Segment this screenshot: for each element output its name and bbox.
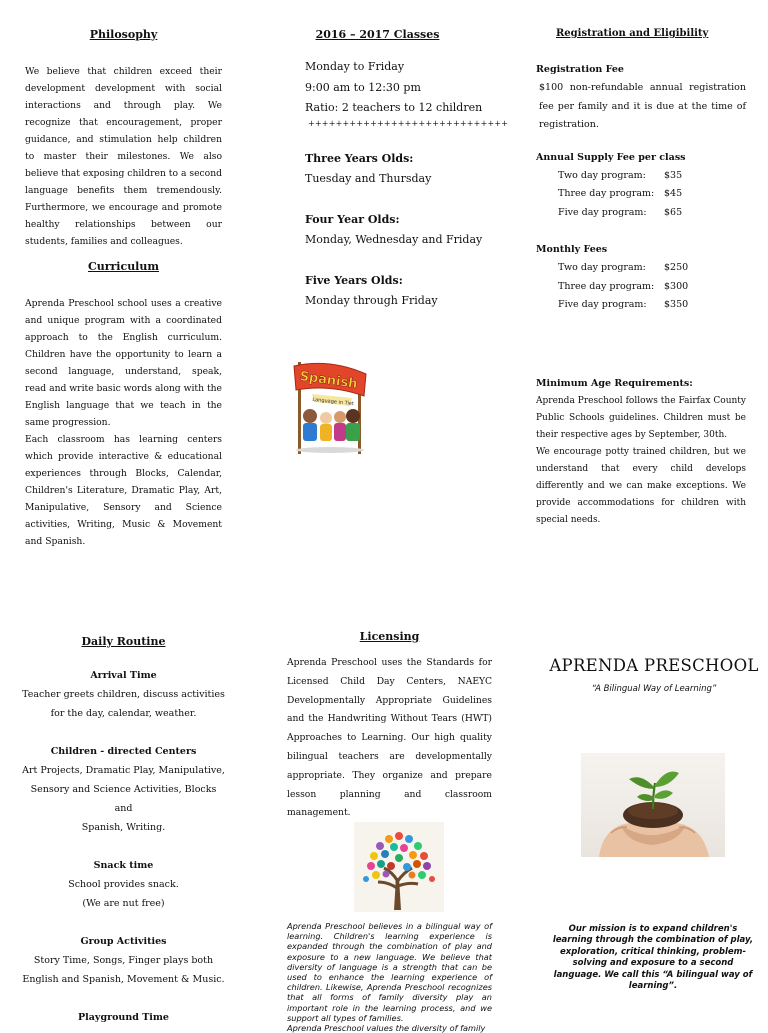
classes-title: 2016 – 2017 Classes — [315, 28, 440, 41]
daily-block — [22, 856, 225, 913]
daily-section — [22, 635, 225, 1027]
licensing-italic-text: Aprenda Preschool believes in a bilingual way of learning. Children's learning experience is expanded through the combination of play and exposure to a new language. We believe that diversity of language is a strength that can be used to enhance the learning experience of children. Likewise, Aprenda Preschool recognizes that all forms of family diversity play an important role in the learning process, and we support all types of families. — [287, 921, 492, 1023]
reg-fee-text: $100 non-refundable annual registration fee per family and it is due at the time of registration. — [539, 82, 746, 130]
philosophy-title: Philosophy — [89, 28, 158, 41]
tagline: “A Bilingual Way of Learning” — [591, 684, 717, 694]
daily-head: Arrival Time — [90, 670, 157, 681]
daily-title: Daily Routine — [81, 635, 166, 648]
daily-line: English and Spanish, Movement & Music. — [22, 974, 225, 985]
fee-row — [536, 278, 746, 297]
fee-label: Five day program: — [558, 207, 647, 219]
curriculum-p1: Aprenda Preschool school uses a creative and unique program with a coordinated approach to the English curriculum. Children have the opportunity to learn a second language, understand, speak, read and write basic words along with the English language that we teach in the same progression. — [25, 298, 222, 428]
fee-row — [536, 259, 746, 278]
monthly-title: Monthly Fees — [536, 243, 608, 255]
registration-title: Registration and Eligibility — [556, 28, 709, 39]
daily-line: (We are nut free) — [82, 898, 165, 909]
classes-section — [305, 28, 509, 312]
fee-price: $35 — [664, 169, 683, 181]
group-name: Three Years Olds: — [305, 151, 414, 165]
fee-price: $300 — [664, 280, 689, 292]
supply-title: Annual Supply Fee per class — [536, 151, 686, 163]
daily-block — [22, 932, 225, 989]
fee-price: $45 — [664, 188, 683, 200]
licensing-title: Licensing — [359, 630, 420, 643]
age-title: Minimum Age Requirements: — [536, 378, 693, 390]
age-p2: We encourage potty trained children, but we understand that every child develops differently and we can make exceptions. We provide accommodations for children with special needs. — [536, 447, 746, 526]
reg-fee-title: Registration Fee — [536, 64, 624, 75]
diversity-tree-illustration — [354, 822, 444, 912]
group-days: Monday, Wednesday and Friday — [305, 233, 483, 246]
fee-row — [536, 296, 746, 315]
philosophy-section — [25, 28, 222, 250]
tree-image — [354, 822, 444, 912]
licensing-italic-text-2: Aprenda Preschool values the diversity of family — [287, 1023, 486, 1033]
fee-row — [536, 167, 746, 186]
daily-line: Art Projects, Dramatic Play, Manipulative, — [22, 765, 225, 776]
curriculum-section — [25, 260, 222, 550]
spanish-logo — [290, 360, 370, 455]
classes-divider: +++++++++++++++++++++++++++++ — [308, 118, 509, 128]
fee-price: $65 — [664, 207, 683, 219]
sprout-photo — [581, 753, 725, 857]
fee-price: $250 — [664, 261, 689, 273]
licensing-section — [287, 630, 492, 823]
fee-label: Three day program: — [558, 188, 655, 200]
fee-row — [536, 185, 746, 204]
spanish-kids-illustration — [290, 360, 370, 455]
hands-holding-sprout-image — [581, 753, 725, 857]
fee-label: Three day program: — [558, 280, 655, 292]
daily-line: Story Time, Songs, Finger plays both — [33, 955, 214, 966]
mission-block — [548, 924, 758, 992]
philosophy-text: We believe that children exceed their development development with social interactions and through play. We recognize that encouragement, proper guidance, and stimulation help children to master their milestones. We also believe that exposing children to a second language benefits them tremendously. Furthermore, we encourage and promote healthy relationships between our students, families and colleagues. — [25, 66, 222, 247]
daily-head: Playground Time — [78, 1012, 169, 1023]
curriculum-p2: Each classroom has learning centers which provide interactive & educational experiences through Blocks, Calendar, Children's Literature, Dramatic Play, Art, Manipulative, Sensory and Science activities, Writing, Music & Movement and Spanish. — [25, 434, 222, 547]
school-name: APRENDA PRESCHOOL — [549, 656, 759, 675]
classes-ratio: Ratio: 2 teachers to 12 children — [305, 101, 483, 114]
daily-block — [22, 666, 225, 723]
classes-hours: 9:00 am to 12:30 pm — [305, 80, 421, 94]
logo-word: Spanish — [298, 369, 359, 393]
daily-head: Group Activities — [80, 936, 167, 947]
cover-section — [540, 656, 768, 694]
group-name: Five Years Olds: — [305, 273, 403, 287]
daily-line: Spanish, Writing. — [81, 822, 166, 833]
daily-head: Children - directed Centers — [50, 746, 197, 757]
fee-row — [536, 204, 746, 223]
licensing-italic-block — [287, 921, 492, 1033]
classes-days: Monday to Friday — [305, 60, 405, 73]
fee-label: Five day program: — [558, 299, 647, 311]
group-days: Monday through Friday — [305, 294, 438, 307]
daily-block — [22, 742, 225, 837]
licensing-text: Aprenda Preschool uses the Standards for Licensed Child Day Centers, NAEYC Developmentally Appropriate Guidelines and the Handwriting Without Tears (HWT) Approaches to Learning. Our high quality bilingual teachers are developmentally appropriate. They organize and prepare lesson planning and classroom management. — [287, 657, 492, 819]
daily-line: School provides snack. — [68, 879, 179, 890]
registration-section — [536, 28, 746, 529]
mission-text: Our mission is to expand children's learning through the combination of play, exploration, critical thinking, problem-solving and exposure to a second language. We call this “A bilingual way of learning”. — [552, 924, 754, 992]
logo-sub: Language in Tiet — [312, 396, 355, 408]
daily-line: Sensory and Science Activities, Blocks and — [30, 784, 217, 814]
fee-label: Two day program: — [558, 261, 646, 273]
group-name: Four Year Olds: — [305, 212, 400, 226]
daily-block — [22, 1008, 225, 1027]
fee-price: $350 — [664, 299, 689, 311]
age-p1: Aprenda Preschool follows the Fairfax County Public Schools guidelines. Children must be their respective ages by September, 30th. — [536, 396, 746, 441]
daily-line: for the day, calendar, weather. — [50, 708, 197, 719]
curriculum-title: Curriculum — [87, 260, 160, 273]
daily-head: Snack time — [93, 860, 154, 871]
fee-label: Two day program: — [558, 169, 646, 181]
daily-line: Teacher greets children, discuss activities — [22, 689, 225, 700]
group-days: Tuesday and Thursday — [305, 172, 432, 185]
